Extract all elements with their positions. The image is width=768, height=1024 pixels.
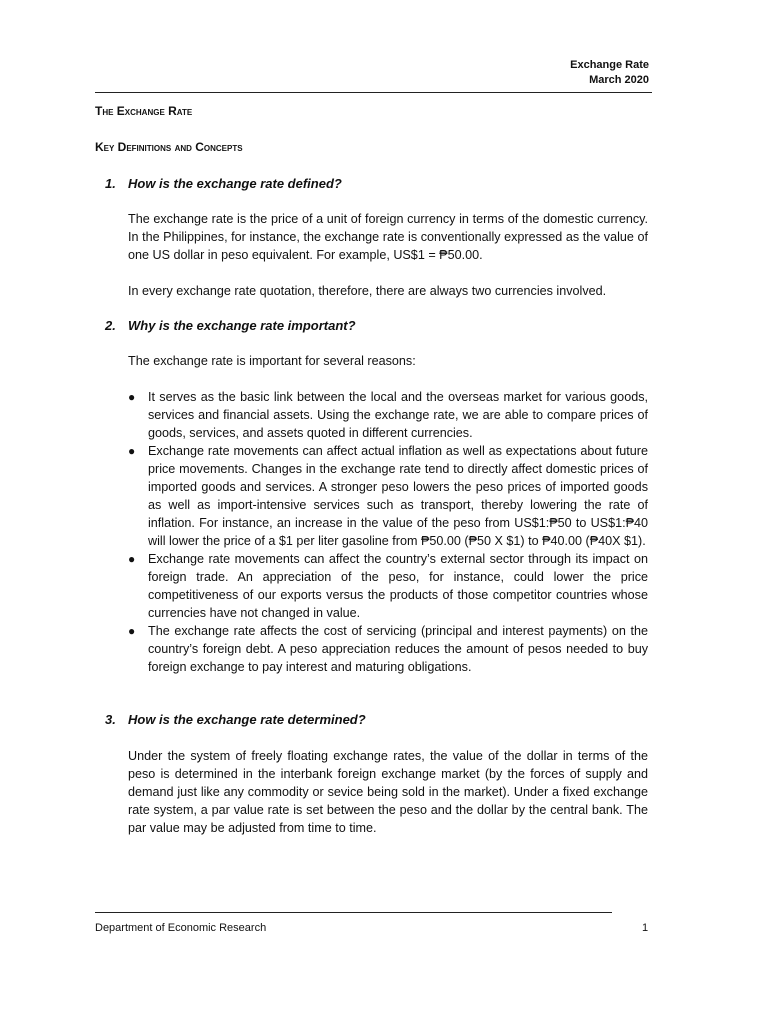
list-item-text: The exchange rate affects the cost of servicing (principal and interest payments) on the country’s foreign debt. A peso appreciation reduces the amount of pesos needed to buy foreign exchange to pay interest and maturing obligations.: [148, 624, 648, 674]
footer-divider: [95, 912, 612, 913]
paragraph: Under the system of freely floating exchange rates, the value of the dollar in terms of the peso is determined in the interbank foreign exchange market (by the forces of supply and demand just like any commodity or sevice being sold in the market). Under a fixed exchange rate system, a par value rate is set between the peso and the dollar by the central bank. The par value may be adjusted from time to time.: [128, 749, 648, 835]
question-number: 3.: [105, 712, 116, 727]
bullet-icon: ●: [128, 444, 136, 458]
list-item: [128, 550, 648, 622]
footer-department: Department of Economic Research: [95, 922, 267, 934]
list-item-text: Exchange rate movements can affect actual inflation as well as expectations about future price movements. Changes in the exchange rate tend to directly affect domestic prices of imported goods and services. A stronger peso lowers the peso prices of imported goods as well as import-intensive services such as transport, thereby lowering the rate of inflation. For instance, an increase in the value of the peso from US$1:₱50 to US$1:₱40 will lower the price of a $1 per liter gasoline from ₱50.00 (₱50 X $1) to ₱40.00 (₱40X $1).: [148, 444, 648, 548]
question-number: 1.: [105, 176, 116, 191]
question-1: [105, 175, 342, 193]
paragraph: The exchange rate is the price of a unit of foreign currency in terms of the domestic currency. In the Philippines, for instance, the exchange rate is conventionally expressed as the value of one US dollar in peso equivalent. For example, US$1 = ₱50.00.: [128, 212, 648, 262]
page-header: [570, 58, 649, 88]
header-date: March 2020: [589, 74, 649, 86]
list-item-text: Exchange rate movements can affect the country’s external sector through its impact on foreign trade. An appreciation of the peso, for instance, could lower the price competitiveness of our exports versus the products of those competitor countries whose currencies have not changed in value.: [148, 552, 648, 620]
question-number: 2.: [105, 318, 116, 333]
document-title: The Exchange Rate: [95, 104, 193, 118]
paragraph: The exchange rate is important for several reasons:: [128, 354, 416, 368]
paragraph: In every exchange rate quotation, therefore, there are always two currencies involved.: [128, 284, 607, 298]
question-text: How is the exchange rate determined?: [128, 712, 366, 727]
header-divider: [95, 92, 652, 93]
list-item: [128, 622, 648, 676]
list-item: [128, 388, 648, 442]
bullet-icon: ●: [128, 552, 136, 566]
list-item-text: It serves as the basic link between the local and the overseas market for various goods, services and financial assets. Using the exchange rate, we are able to compare prices of goods, services, and assets quoted in different currencies.: [148, 390, 648, 440]
question-3: [105, 711, 366, 729]
section-heading: Key Definitions and Concepts: [95, 140, 243, 154]
header-doc-title: Exchange Rate: [570, 59, 649, 71]
list-item: [128, 442, 648, 550]
question-text: How is the exchange rate defined?: [128, 176, 342, 191]
bullet-icon: ●: [128, 624, 136, 638]
page-number: 1: [642, 922, 649, 934]
question-2: [105, 317, 356, 335]
question-text: Why is the exchange rate important?: [128, 318, 356, 333]
bullet-list: [128, 388, 648, 676]
bullet-icon: ●: [128, 390, 136, 404]
